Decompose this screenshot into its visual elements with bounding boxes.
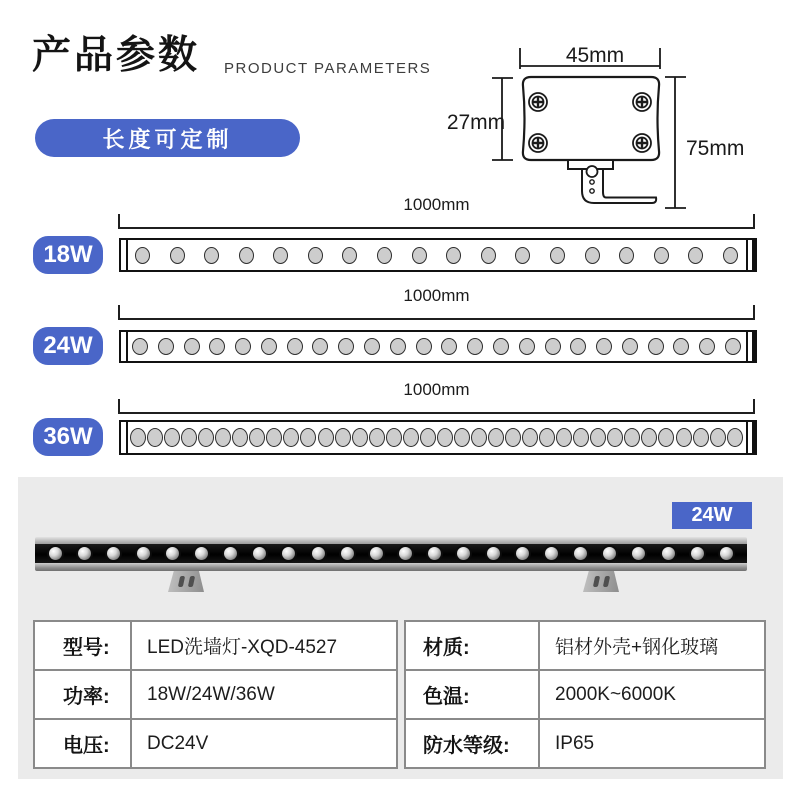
led-dot xyxy=(545,338,561,355)
led-dot xyxy=(573,428,589,447)
table-row xyxy=(34,719,397,768)
led-dot xyxy=(723,247,738,264)
table-row xyxy=(405,670,765,719)
spec-label-color-temp: 色温: xyxy=(405,670,539,719)
page-title: 产品参数 xyxy=(32,34,201,77)
photo-led-lens xyxy=(691,547,704,560)
length-label: 1000mm xyxy=(403,286,470,305)
led-dot xyxy=(590,428,606,447)
spec-value-voltage: DC24V xyxy=(131,719,397,768)
photo-led-lens xyxy=(370,547,383,560)
photo-led-lens xyxy=(545,547,558,560)
photo-led-lens xyxy=(78,547,91,560)
led-dot xyxy=(654,247,669,264)
led-dot xyxy=(181,428,197,447)
dim-total-height-label: 75mm xyxy=(686,137,745,160)
led-dot xyxy=(710,428,726,447)
led-dot xyxy=(308,247,323,264)
photo-led-lens xyxy=(195,547,208,560)
spec-value-power: 18W/24W/36W xyxy=(131,670,397,719)
spec-label-waterproof: 防水等级: xyxy=(405,719,539,768)
led-dot xyxy=(624,428,640,447)
photo-led-lens xyxy=(49,547,62,560)
led-dot xyxy=(481,247,496,264)
spec-label-material: 材质: xyxy=(405,621,539,670)
bar-bottom-rail xyxy=(35,563,747,571)
led-dot xyxy=(505,428,521,447)
led-dot xyxy=(622,338,638,355)
led-dot xyxy=(239,247,254,264)
led-dot xyxy=(266,428,282,447)
power-badge-18w: 18W xyxy=(33,236,103,274)
led-dot xyxy=(437,428,453,447)
led-dot xyxy=(454,428,470,447)
dimension-line xyxy=(118,214,755,229)
led-dot xyxy=(287,338,303,355)
dimension-line xyxy=(118,305,755,320)
dimension-1000mm-row2 xyxy=(118,286,755,320)
led-dot xyxy=(673,338,689,355)
led-dot xyxy=(488,428,504,447)
power-badge-24w: 24W xyxy=(33,327,103,365)
dim-width-label: 45mm xyxy=(565,44,625,67)
spec-value-model: LED洗墙灯-XQD-4527 xyxy=(131,621,397,670)
led-dot xyxy=(235,338,251,355)
dimension-line xyxy=(118,399,755,414)
led-dot xyxy=(471,428,487,447)
led-dot xyxy=(318,428,334,447)
led-dot xyxy=(369,428,385,447)
mounting-bracket xyxy=(168,571,204,592)
led-dot xyxy=(688,247,703,264)
bar-top-rail xyxy=(35,537,747,544)
led-dot xyxy=(420,428,436,447)
led-dot xyxy=(556,428,572,447)
product-photo-bar xyxy=(35,537,747,571)
led-dot xyxy=(412,247,427,264)
photo-led-lens xyxy=(253,547,266,560)
photo-led-lens xyxy=(428,547,441,560)
led-dot xyxy=(641,428,657,447)
photo-led-lens xyxy=(457,547,470,560)
led-dot xyxy=(283,428,299,447)
led-dot xyxy=(300,428,316,447)
led-dot xyxy=(467,338,483,355)
led-dot xyxy=(338,338,354,355)
profile-dimension-drawing xyxy=(440,25,790,221)
led-dot xyxy=(539,428,555,447)
led-dot xyxy=(648,338,664,355)
led-dot xyxy=(403,428,419,447)
led-dot xyxy=(519,338,535,355)
spec-value-color-temp: 2000K~6000K xyxy=(539,670,765,719)
photo-led-lens xyxy=(312,547,325,560)
led-dot xyxy=(441,338,457,355)
led-dot xyxy=(693,428,709,447)
led-dot xyxy=(135,247,150,264)
led-dot xyxy=(446,247,461,264)
dim-body-height-label: 27mm xyxy=(446,111,506,134)
led-dot xyxy=(352,428,368,447)
dimension-1000mm-row3 xyxy=(118,380,755,414)
photo-led-lens xyxy=(516,547,529,560)
led-dot xyxy=(699,338,715,355)
table-row xyxy=(34,621,397,670)
led-dot xyxy=(232,428,248,447)
photo-led-lens xyxy=(603,547,616,560)
spec-value-waterproof: IP65 xyxy=(539,719,765,768)
photo-led-lens xyxy=(574,547,587,560)
led-bar-diagram-24w xyxy=(119,330,757,363)
led-dot xyxy=(273,247,288,264)
photo-led-lens xyxy=(166,547,179,560)
led-dot xyxy=(342,247,357,264)
photo-led-lens xyxy=(107,547,120,560)
dimension-1000mm-row1 xyxy=(118,195,755,229)
led-dot xyxy=(416,338,432,355)
length-customizable-badge: 长度可定制 xyxy=(35,119,300,157)
led-dot xyxy=(209,338,225,355)
table-row xyxy=(34,670,397,719)
bar-face xyxy=(35,544,747,563)
led-dot xyxy=(585,247,600,264)
led-dot xyxy=(619,247,634,264)
led-dot xyxy=(607,428,623,447)
table-row xyxy=(405,621,765,670)
photo-led-lens xyxy=(282,547,295,560)
length-label: 1000mm xyxy=(403,380,470,399)
led-dot xyxy=(515,247,530,264)
led-dot xyxy=(164,428,180,447)
led-dot xyxy=(147,428,163,447)
led-dot xyxy=(596,338,612,355)
photo-led-lens xyxy=(137,547,150,560)
spec-label-power: 功率: xyxy=(34,670,131,719)
photo-led-lens xyxy=(662,547,675,560)
led-dot xyxy=(198,428,214,447)
led-dot xyxy=(261,338,277,355)
led-dot xyxy=(249,428,265,447)
led-dot xyxy=(130,428,146,447)
spec-label-voltage: 电压: xyxy=(34,719,131,768)
spec-table-left xyxy=(33,620,398,769)
spec-label-model: 型号: xyxy=(34,621,131,670)
photo-led-lens xyxy=(632,547,645,560)
led-dot xyxy=(676,428,692,447)
led-dot xyxy=(493,338,509,355)
led-dot xyxy=(377,247,392,264)
photo-led-lens xyxy=(341,547,354,560)
photo-led-lens xyxy=(720,547,733,560)
led-dot xyxy=(204,247,219,264)
photo-led-lens xyxy=(224,547,237,560)
spec-table-right xyxy=(404,620,766,769)
photo-led-lens xyxy=(487,547,500,560)
led-bar-diagram-36w xyxy=(119,420,757,455)
led-dot xyxy=(215,428,231,447)
led-dot xyxy=(550,247,565,264)
spec-table xyxy=(33,620,766,769)
led-dot xyxy=(725,338,741,355)
led-dot xyxy=(170,247,185,264)
led-dot xyxy=(184,338,200,355)
length-label: 1000mm xyxy=(403,195,470,214)
led-dot xyxy=(158,338,174,355)
led-dot xyxy=(570,338,586,355)
spec-value-material: 铝材外壳+钢化玻璃 xyxy=(539,621,765,670)
photo-power-badge: 24W xyxy=(672,502,752,529)
power-badge-36w: 36W xyxy=(33,418,103,456)
table-row xyxy=(405,719,765,768)
product-photo-section xyxy=(18,477,783,779)
led-dot xyxy=(386,428,402,447)
led-dot xyxy=(132,338,148,355)
led-dot xyxy=(522,428,538,447)
led-dot xyxy=(727,428,743,447)
led-dot xyxy=(335,428,351,447)
led-bar-diagram-18w xyxy=(119,238,757,272)
led-dot xyxy=(390,338,406,355)
led-dot xyxy=(312,338,328,355)
mounting-bracket xyxy=(583,571,619,592)
led-dot xyxy=(658,428,674,447)
page-subtitle: PRODUCT PARAMETERS xyxy=(224,60,432,77)
photo-led-lens xyxy=(399,547,412,560)
led-dot xyxy=(364,338,380,355)
